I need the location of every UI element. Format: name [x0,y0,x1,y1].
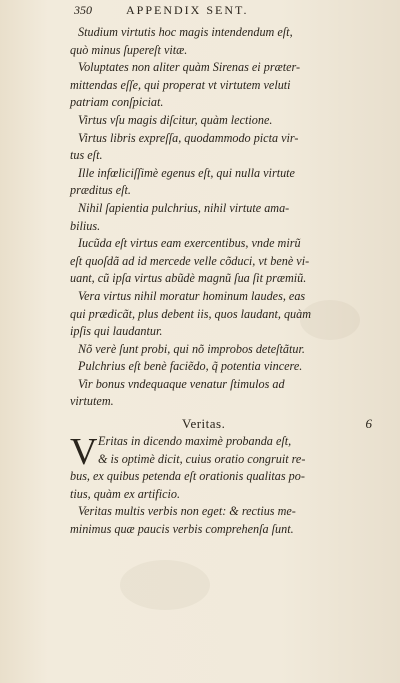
sentence-entry [70,235,376,288]
text-line: qui prædicãt, plus debent iis, quos laudant, quàm [70,306,312,321]
section-second-entry [70,503,376,538]
sentence-entry [70,288,376,341]
text-line: præditus eſt. [70,183,131,198]
text-line: Virtus vſu magis diſcitur, quàm lectione. [78,112,273,127]
text-line: Nihil ſapientia pulchrius, nihil virtute ama- [78,200,290,215]
text-line: Ille infœliciſſimè egenus eſt, qui nulla virtute [78,165,295,180]
section-title: Veritas. [182,416,226,432]
text-line: Pulchrius eſt benè faciẽdo, q̃ potentia vincere. [78,359,303,374]
text-line: eſt quoſdã ad id mercede velle cõduci, vt benè vi- [70,253,310,268]
sentence-list [70,24,376,411]
drop-cap: V [70,431,98,474]
text-line: mittendas eſſe, qui properat vt virtutem veluti [70,77,291,92]
text-line: Vir bonus vndequaque venatur ſtimulos ad [78,376,285,391]
text-line: patriam conſpiciat. [70,95,164,110]
text-line: bus, ex quibus petenda eſt orationis qualitas po- [70,469,305,484]
section-number: 6 [365,416,372,432]
paper-stain [120,560,210,610]
sentence-entry [70,200,376,235]
section-heading [70,413,376,433]
text-line: virtutem. [70,394,114,409]
sentence-entry [70,376,376,411]
text-line: tus eſt. [70,148,103,163]
sentence-entry [70,165,376,200]
text-line: bilius. [70,218,101,233]
text-line: Eritas in dicendo maximè probanda eſt, [98,434,292,449]
text-line: Iucũda eſt virtus eam exercentibus, vnde mirũ [78,236,301,251]
page-number: 350 [74,3,92,17]
section-first-entry [70,433,376,503]
text-line: uant, cũ ipſa virtus abũdè magnũ ſua ſit præmiũ. [70,271,307,286]
sentence-entry [70,130,376,165]
text-line: Veritas multis verbis non eget: & rectius me- [78,504,296,519]
text-line: Vera virtus nihil moratur hominum laudes, eas [78,288,306,303]
text-line: ipſis qui laudantur. [70,324,163,339]
running-title: APPENDIX SENT. [126,3,249,17]
sentence-entry [70,112,376,130]
text-line: Virtus libris expreſſa, quodammodo picta vir- [78,130,299,145]
sentence-entry [70,358,376,376]
text-line: Voluptates non aliter quàm Sirenas ei præter- [78,60,301,75]
text-line: & is optimè dicit, cuius oratio congruit re- [98,451,306,466]
text-line: minimus quæ paucis verbis comprehenſa ſunt. [70,522,294,537]
page-body [70,24,376,539]
text-line: Studium virtutis hoc magis intendendum eſt, [78,25,293,39]
text-line: quò minus ſupereſt vitæ. [70,42,188,57]
page-header [74,3,384,21]
sentence-entry [70,59,376,112]
text-line: Nõ verè ſunt probi, qui nõ improbos deteſtãtur. [78,341,305,356]
sentence-entry [70,24,376,59]
sentence-entry [70,341,376,359]
text-line: tius, quàm ex artificio. [70,486,181,501]
